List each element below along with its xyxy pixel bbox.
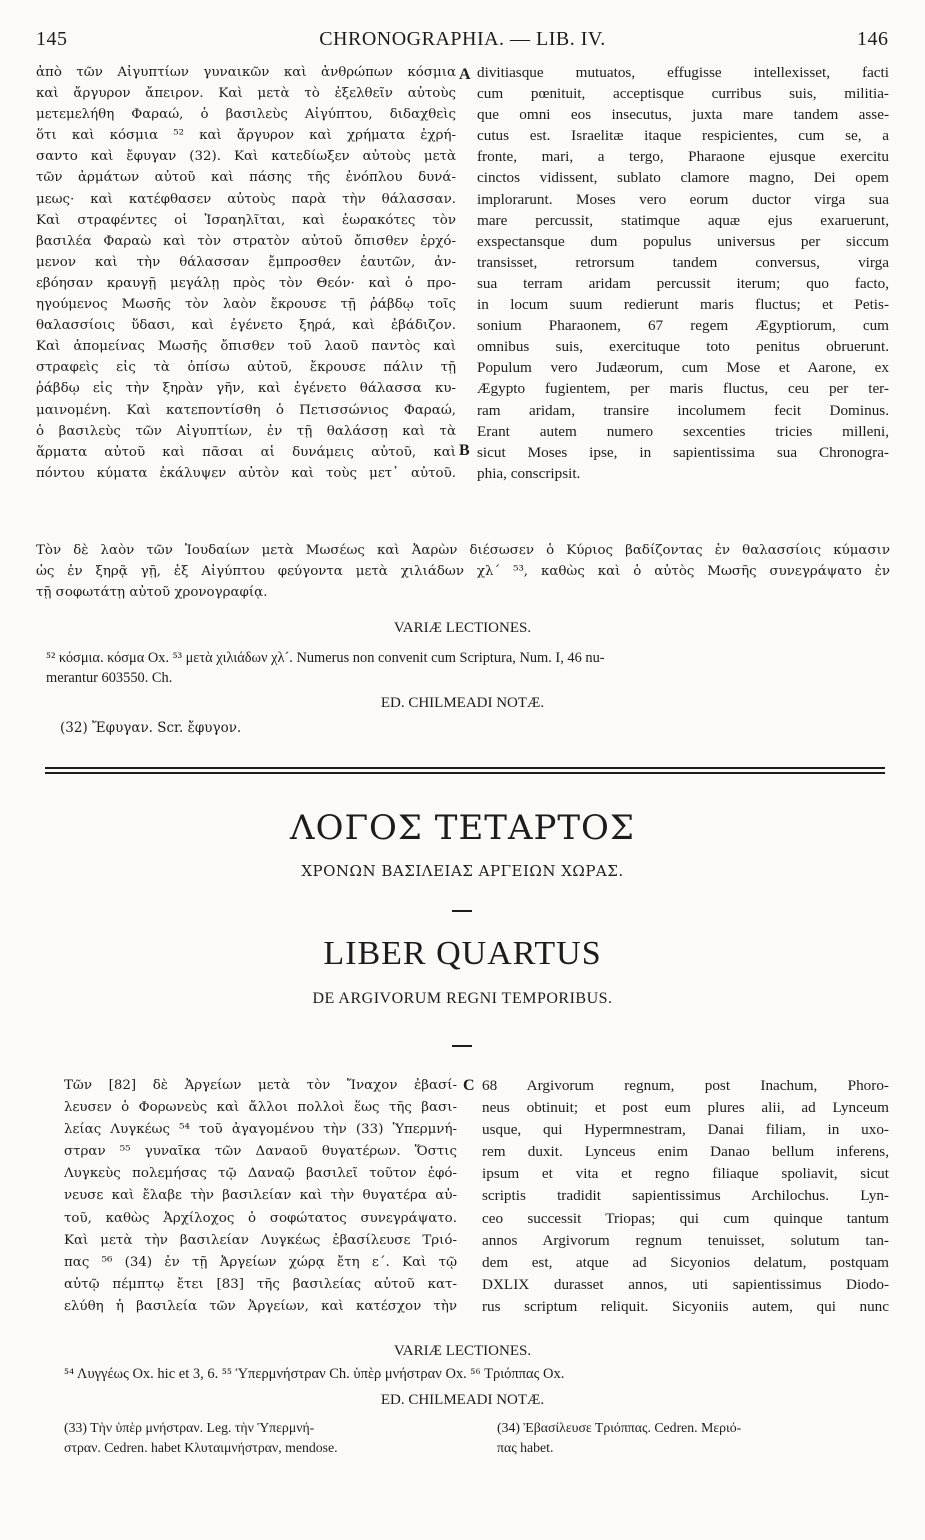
latin-text-line: annos Argivorum regnum tenuisset, solutum tan-	[482, 1231, 889, 1249]
latin-text-line: ipsum et vita et regno filiaque spoliavit, sicut	[482, 1165, 889, 1183]
latin-text-line: Populum vero Judæorum, cum Mose et Aarone, ex	[477, 359, 889, 377]
latin-text-line: exspectansque dum populus universus per siccum	[477, 232, 889, 250]
latin-column-top	[477, 62, 889, 484]
greek-text-line: Καὶ ἀπομείνας Μωσῆς ὄπισθεν τοῦ λαοῦ παντὸς καὶ	[36, 339, 456, 355]
greek-text-line: ὡς ἐν ξηρᾷ γῇ, ἐξ Αἰγύπτου φεύγοντα μετὰ χιλιάδων χλ´ ⁵³, καθὼς καὶ ὁ αὐτὸς Μωσῆς συνεγράψατο ἐν	[36, 564, 890, 580]
latin-text-line: dem est, atque ad Sicyonios delatum, postquam	[482, 1253, 889, 1271]
greek-text-line: ὅτι καὶ κόσμια ⁵² καὶ ἄργυρον καὶ χρήματα ἐχρή-	[36, 128, 456, 144]
greek-text-line: εβόησαν κραυγῇ μεγάλῃ πρὸς τὸν Θεόν· καὶ ὁ προ-	[36, 275, 456, 291]
latin-text-line: cutus est. Israelitæ itaque respicientes, cum se, a	[477, 127, 889, 145]
title-divider-dash-second	[452, 1045, 472, 1047]
greek-text-line: μαινομένη. Καὶ κατεποντίσθη ὁ Πετισσώνιος Φαραώ,	[36, 402, 456, 418]
latin-text-line: omnibus suis, exercituque toto penitus obruerunt.	[477, 338, 889, 356]
greek-text-line: σαντο καὶ ἔφυγαν (32). Καὶ κατεδίωξεν αὐτοὺς μετὰ	[36, 149, 456, 165]
greek-text-line: μετεμελήθη Φαραώ, ὁ βασιλεὺς Αἰγύπτου, διδαχθεὶς	[36, 107, 456, 123]
greek-text-line: λείας Λυγκέως ⁵⁴ τοῦ ἀγαγομένου τὴν (33) Ὑπερμνή-	[64, 1122, 457, 1138]
chilmeadi-notes-heading-bottom: ED. CHILMEADI NOTÆ.	[380, 1392, 545, 1408]
latin-text-line: mare percussit, statimque aquæ ejus exaruerunt,	[477, 211, 889, 229]
latin-text-line: que omni eos insecutus, juxta mare tandem asse-	[477, 106, 889, 124]
latin-text-line: sonium Pharaonem, 67 regem Ægyptiorum, cum	[477, 317, 889, 335]
greek-text-line: τοῦ, καθὼς Ἀρχίλοχος ὁ σοφώτατος συνεγράψατο.	[64, 1210, 457, 1226]
latin-text-line: transisset, retrorsum tandem conversus, virga	[477, 253, 889, 271]
greek-text-line: μεως· καὶ κατέφθασεν αὐτοὺς παρὰ τὴν θάλασσαν.	[36, 191, 456, 207]
greek-text-line: Καὶ μετὰ τὴν βασιλείαν Λυγκέως ἐβασίλευσε Τριό-	[64, 1232, 457, 1248]
latin-text-line: rus scriptum reliquit. Sicyoniis autem, qui nunc	[482, 1297, 889, 1315]
latin-text-line: DXLIX durasset annos, uti sapientissimus Diodo-	[482, 1275, 889, 1293]
greek-text-line: μενον καὶ τὴν θάλασσαν ἔμπροσθεν ἑαυτῶν, ἀν-	[36, 254, 456, 270]
greek-text-line: ἀπὸ τῶν Αἰγυπτίων γυναικῶν καὶ ἀνθρώπων κόσμια	[36, 65, 456, 80]
greek-text-line: θαλασσίοις ὕδασι, καὶ ἐγένετο ξηρά, καὶ ἐβάδιζον.	[36, 318, 456, 334]
latin-text-line: ceo successit Triopas; qui cum quinque tantum	[482, 1209, 889, 1227]
greek-text-line: τῇ σοφωτάτῃ αὐτοῦ χρονογραφίᾳ.	[36, 585, 268, 601]
latin-text-line: sicut Moses ipse, in sapientissima sua Chronogra-	[477, 443, 889, 461]
greek-text-line: Λυγκεὺς πολεμήσας τῷ Δαναῷ βασιλεῖ τοῦτον ἐφό-	[64, 1166, 457, 1182]
latin-text-line: usque, qui Hypermnestram, Danai filiam, in uxo-	[482, 1121, 889, 1139]
note-line: πας habet.	[497, 1440, 554, 1455]
page-number-left: 145	[36, 28, 68, 50]
section-divider-rule	[45, 767, 885, 769]
greek-column-bottom	[64, 1075, 457, 1318]
latin-text-line: cum pœnituit, acceptisque curribus suis, militia-	[477, 85, 889, 103]
note-33	[64, 1418, 464, 1458]
greek-text-line: αὐτῷ πέμπτῳ ἔτει [83] τῆς βασιλείας αὐτοῦ κατ-	[64, 1276, 457, 1292]
latin-text-line: cinctos vidissent, sublato clamore magno, Dei opem	[477, 169, 889, 187]
greek-text-line: ηγούμενος Μωσῆς τὸν λαὸν ἔκρουσε τῇ ῥάβδῳ τοῖς	[36, 297, 456, 313]
greek-text-line: πόντου κύματα ἐκάλυψεν αὐτὸν καὶ τοὺς μετ᾽ αὐτοῦ.	[36, 465, 456, 481]
latin-column-bottom	[482, 1075, 889, 1318]
latin-text-line: phia, conscripsit.	[477, 464, 581, 482]
margin-letter-c: C	[463, 1077, 475, 1094]
variae-lectiones-heading: VARIÆ LECTIONES.	[393, 620, 532, 636]
book-greek-title: ΛΟΓΟΣ ΤΕΤΑΡΤΟΣ	[290, 808, 635, 848]
greek-text-line: Τῶν [82] δὲ Ἀργείων μετὰ τὸν Ἴναχον ἐβασί-	[64, 1078, 457, 1093]
book-latin-subtitle: DE ARGIVORUM REGNI TEMPORIBUS.	[312, 990, 613, 1007]
latin-text-line: divitiasque mutuatos, effugisse intellexisset, facti	[477, 64, 889, 81]
greek-text-line: Τὸν δὲ λαὸν τῶν Ἰουδαίων μετὰ Μωσέως καὶ Ἀαρὼν διέσωσεν ὁ Κύριος βαδίζοντας ἐν θαλασσίοις κύμασιν	[36, 543, 890, 558]
variae-lectiones-notes-bottom: ⁵⁴ Λυγγέως Ox. hic et 3, 6. ⁵⁵ Ὑπερμνήστραν Ch. ὑπὲρ μνήστραν Ox. ⁵⁶ Τριόππας Ox.	[64, 1366, 565, 1382]
greek-column-top	[36, 62, 456, 484]
latin-text-line: rem duxit. Lynceus enim Danao bellum inferens,	[482, 1143, 889, 1161]
greek-text-line: Καὶ στραφέντες οἱ Ἰσραηλῖται, καὶ ἑωρακότες τὸν	[36, 212, 456, 228]
section-divider-rule-second	[45, 772, 885, 774]
chilmeadi-notes-heading: ED. CHILMEADI NOTÆ.	[380, 695, 545, 711]
greek-text-line: λευσεν ὁ Φορωνεὺς καὶ ἄλλοι πολλοὶ ἕως τῆς βασι-	[64, 1100, 457, 1116]
latin-text-line: implorarunt. Moses vero eorum ductor virga sua	[477, 190, 889, 208]
latin-text-line: in locum suum redierunt maris fluctus; et Petis-	[477, 296, 889, 314]
latin-text-line: Erant autem numero sexcenties tricies milleni,	[477, 422, 889, 440]
note-line: στραν. Cedren. habet Κλυταιμνήστραν, mendose.	[64, 1440, 338, 1455]
greek-text-line: τῶν ἁρμάτων αὐτοῦ καὶ πάσης τῆς ἐνόπλου δυνά-	[36, 170, 456, 186]
title-divider-dash	[452, 910, 472, 912]
greek-text-line: ῥάβδῳ εἰς τὴν ξηρὰν γῆν, καὶ ἐγένετο θάλασσα κυ-	[36, 381, 456, 397]
greek-text-line: ελύθη ἡ βασιλεία τῶν Ἀργείων, καὶ κατέσχον τὴν	[64, 1298, 457, 1314]
greek-text-line: στραν ⁵⁵ γυναῖκα τῶν Δαναοῦ θυγατέρων. Ὅστις	[64, 1144, 457, 1160]
greek-text-line: ἅρματα αὐτοῦ καὶ πᾶσαι αἱ δυνάμεις αὐτοῦ, καὶ	[36, 444, 456, 460]
page-number-right: 146	[857, 28, 889, 50]
greek-text-line: πας ⁵⁶ (34) ἐν τῇ Ἀργείων χώρᾳ ἔτη ε´. Καὶ τῷ	[64, 1254, 457, 1270]
latin-text-line: neus obtinuit; et post eum plures alii, ad Lynceum	[482, 1099, 889, 1117]
margin-letter-a: A	[459, 66, 471, 83]
running-title: CHRONOGRAPHIA. — LIB. IV.	[319, 28, 606, 50]
book-greek-subtitle: ΧΡΟΝΩΝ ΒΑΣΙΛΕΙΑΣ ΑΡΓΕΙΩΝ ΧΩΡΑΣ.	[301, 862, 624, 880]
latin-text-line: scriptis tradidit sapientissimus Archilochus. Lyn-	[482, 1187, 889, 1205]
greek-text-line: νευσε καὶ ἔλαβε τὴν βασιλείαν καὶ τὴν θυγατέρα αὐ-	[64, 1188, 457, 1204]
note-line: (33) Τὴν ὑπὲρ μνήστραν. Leg. τὴν Ὑπερμνή-	[64, 1420, 315, 1435]
note-32: (32) Ἔφυγαν. Scr. ἔφυγον.	[60, 720, 242, 736]
greek-text-line: βασιλέα Φαραὼ καὶ τὸν στρατὸν αὐτοῦ ὄπισθεν ἐρχό-	[36, 233, 456, 249]
latin-text-line: sua terram aridam percussit iterum; quo facto,	[477, 274, 889, 292]
greek-full-width-text	[36, 540, 890, 603]
latin-text-line: ram aridam, transire incolumem fecit Dominus.	[477, 401, 889, 419]
margin-letter-b: B	[459, 442, 470, 459]
variae-lectiones-heading-bottom: VARIÆ LECTIONES.	[393, 1343, 532, 1359]
greek-text-line: στραφεὶς εἰς τὰ ὀπίσω αὐτοῦ, ἔκρουσε πάλιν τῇ	[36, 360, 456, 376]
greek-text-line: καὶ ἄργυρον ἄπειρον. Καὶ μετὰ τὸ ἐξελθεῖν αὐτοὺς	[36, 86, 456, 102]
latin-text-line: Ægypto fugientem, per maris fluctus, ceu per ter-	[477, 380, 889, 398]
latin-text-line: 68 Argivorum regnum, post Inachum, Phoro-	[482, 1077, 889, 1094]
latin-text-line: fronte, mari, a tergo, Pharaone ejusque exercitu	[477, 148, 889, 166]
variae-note-line: merantur 603550. Ch.	[46, 670, 173, 686]
note-34	[497, 1418, 887, 1458]
greek-text-line: ὁ βασιλεὺς τῶν Αἰγυπτίων, ἐν τῇ θαλάσσῃ καὶ τὰ	[36, 423, 456, 439]
variae-lectiones-notes	[46, 648, 886, 688]
note-line: (34) Ἐβασίλευσε Τριόππας. Cedren. Μεριό-	[497, 1420, 742, 1435]
variae-note-line: ⁵² κόσμια. κόσμα Ox. ⁵³ μετὰ χιλιάδων χλ´. Numerus non convenit cum Scriptura, Num. I, 46 nu-	[46, 650, 605, 666]
book-latin-title: LIBER QUARTUS	[323, 935, 602, 972]
